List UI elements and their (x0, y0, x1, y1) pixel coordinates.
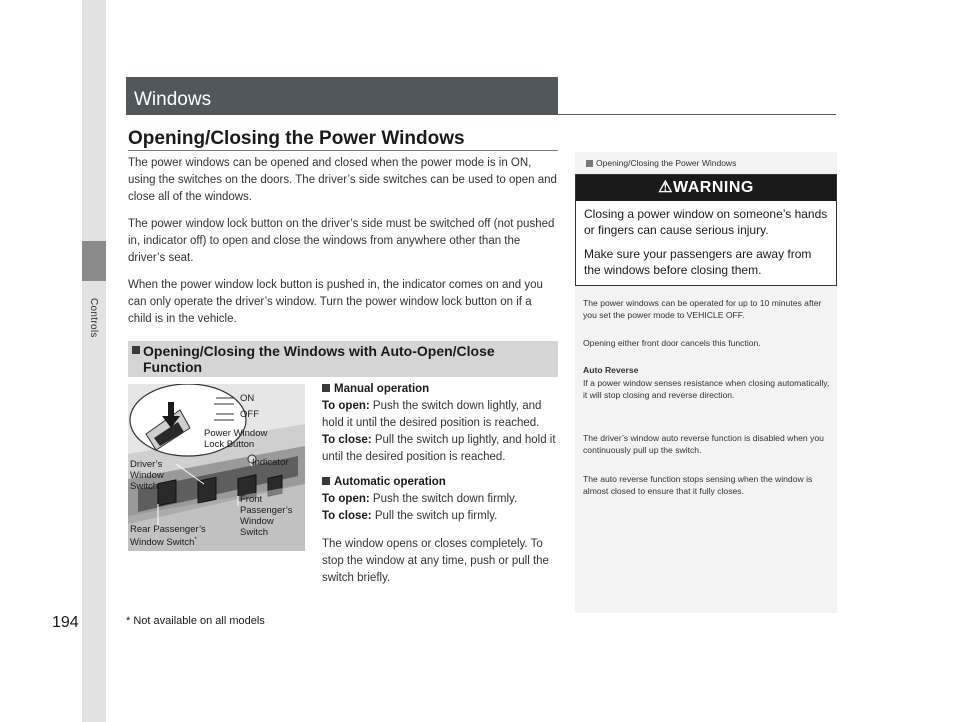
page-number: 194 (52, 614, 79, 631)
page-title: Windows (134, 89, 212, 110)
side-note-5: The auto reverse function stops sensing when the window is almost closed to ensure that it fully closes. (583, 474, 813, 497)
front-passenger-window-switch-label: Front Passenger’s Window Switch (240, 494, 293, 538)
body-paragraph-2: The power window lock button on the driver’s side must be switched off (not pushed in, indicator off) to open and close the windows from anywhere other than the driver’s seat. (128, 218, 555, 264)
rear-passenger-window-switch-label: Rear Passenger’s Window Switch* (130, 524, 206, 549)
manual-operation-block (322, 381, 560, 466)
section-sidebar (82, 0, 106, 722)
warning-triangle-icon: ⚠ (658, 179, 673, 196)
power-window-lock-button-label: Power Window Lock Button (204, 428, 268, 450)
side-reference: Opening/Closing the Power Windows (586, 158, 736, 168)
manual-operation-heading: Manual operation (322, 381, 560, 398)
asterisk-marker: * (194, 537, 197, 543)
window-switch-figure (128, 384, 305, 551)
footnote: * Not available on all models (126, 615, 265, 627)
automatic-close-instruction: To close: Pull the switch up firmly. (322, 510, 498, 522)
automatic-operation-block (322, 474, 560, 587)
body-paragraph-1: The power windows can be opened and closed when the power mode is in ON, using the switches on the doors. The driver’s side switches can be used to open and close all of the windows. (128, 157, 557, 203)
indicator-label: Indicator (252, 457, 289, 468)
section-heading: Opening/Closing the Power Windows (128, 128, 465, 149)
warning-box (575, 174, 837, 286)
side-note-3: If a power window senses resistance when closing automatically, it will stop closing and reverse direction. (583, 378, 830, 401)
square-bullet-icon (322, 477, 330, 485)
on-label: ON (240, 393, 255, 404)
automatic-operation-heading: Automatic operation (322, 474, 560, 491)
body-paragraph-3: When the power window lock button is pushed in, the indicator comes on and you can only operate the driver’s window. Turn the power window lock button on if a child is in the vehicle. (128, 279, 543, 325)
reference-icon (586, 160, 593, 167)
sidebar-tab-marker (82, 241, 106, 281)
manual-open-instruction: To open: Push the switch down lightly, and hold it until the desired position is reached. (322, 400, 542, 429)
auto-reverse-heading: Auto Reverse (583, 365, 639, 375)
subsection-heading: Opening/Closing the Windows with Auto-Open/Close Function (143, 343, 495, 375)
automatic-note: The window opens or closes completely. To stop the window at any time, push or pull the switch briefly. (322, 538, 549, 584)
side-note-2: Opening either front door cancels this function. (583, 338, 761, 348)
warning-paragraph-2: Make sure your passengers are away from the windows before closing them. (584, 247, 812, 277)
sidebar-label: Controls (88, 298, 99, 338)
warning-paragraph-1: Closing a power window on someone’s hands or fingers can cause serious injury. (584, 207, 828, 237)
off-label: OFF (240, 409, 259, 420)
square-bullet-icon (322, 384, 330, 392)
automatic-open-instruction: To open: Push the switch down firmly. (322, 493, 518, 505)
heading-rule (128, 150, 558, 151)
subsection-marker-icon (132, 346, 140, 354)
manual-close-instruction: To close: Pull the switch up lightly, and hold it until the desired position is reached. (322, 434, 556, 463)
warning-header: ⚠WARNING (576, 175, 836, 201)
title-rule (558, 114, 836, 115)
driver-window-switch-label: Driver’s Window Switch (130, 459, 164, 492)
side-note-1: The power windows can be operated for up to 10 minutes after you set the power mode to VEHICLE OFF. (583, 298, 822, 321)
side-note-4: The driver’s window auto reverse function is disabled when you continuously pull up the switch. (583, 433, 824, 456)
